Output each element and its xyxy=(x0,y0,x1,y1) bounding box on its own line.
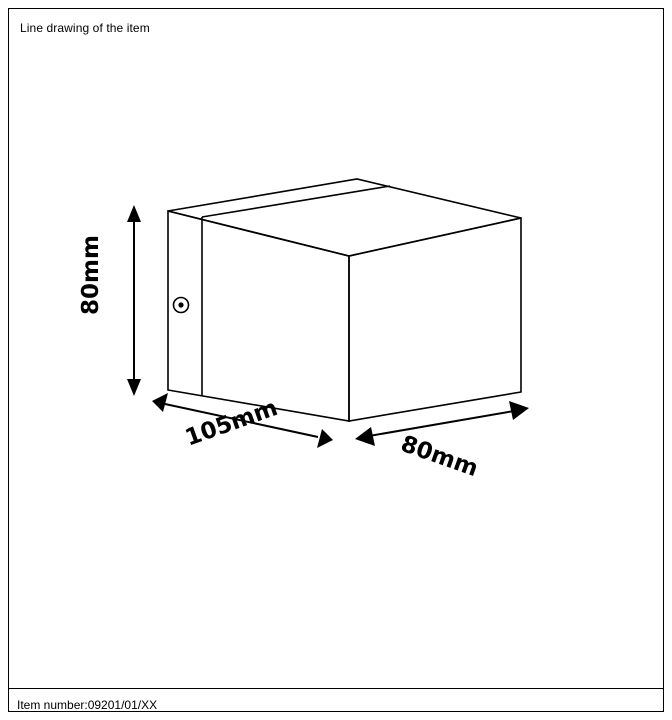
screw-detail-icon xyxy=(174,298,189,313)
panel-top-edge xyxy=(202,186,390,217)
dimension-height xyxy=(127,205,141,396)
box-left-face xyxy=(168,211,349,421)
item-number-label: Item number:09201/01/XX xyxy=(17,698,158,712)
footer-divider xyxy=(9,688,663,689)
box-outline xyxy=(168,179,521,421)
dimension-width xyxy=(355,401,529,446)
box-top-face xyxy=(168,179,521,256)
box-right-face xyxy=(349,218,521,421)
dimension-label-height: 80mm xyxy=(78,235,104,315)
sheet-caption: Line drawing of the item xyxy=(20,21,150,35)
dimension-label-width: 80mm xyxy=(397,431,482,483)
dimension-label-depth: 105mm xyxy=(182,394,282,452)
